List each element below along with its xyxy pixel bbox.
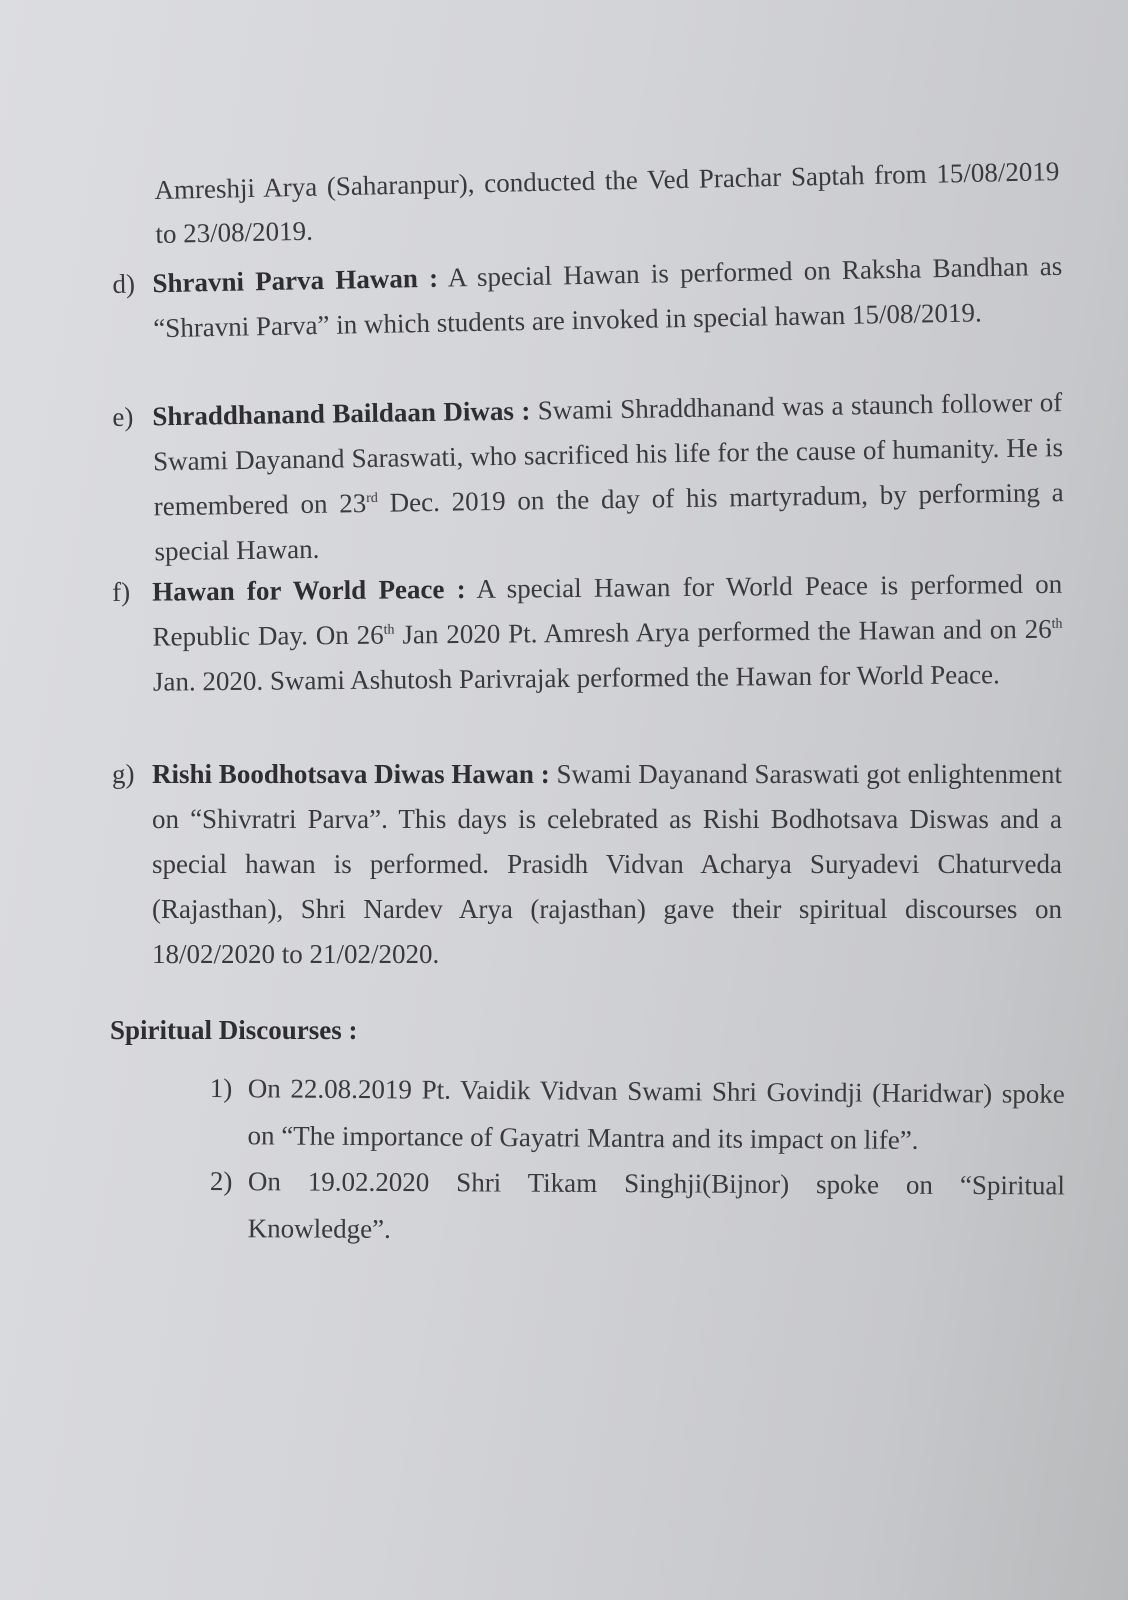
list-item-rishi-boodhotsava — [112, 752, 1062, 977]
item-text: Swami Dayanand Saraswati got enlightenment on “Shivratri Parva”. This days is celebrated as Rishi Bodhotsava Diswas and a special hawan is performed. Prasidh Vidvan Acharya Suryadevi Chaturveda (Rajasthan), Shri Nardev Arya (rajasthan) gave their spiritual discourses on 18/02/2020 to 21/02/2020. — [152, 759, 1062, 969]
item-text-continued: Dec. 2019 on the day of his martyradum, by performing a special Hawan. — [154, 477, 1064, 567]
list-marker: 2) — [209, 1165, 233, 1197]
item-title: Rishi Boodhotsava Diwas Hawan : — [152, 759, 550, 789]
item-text-end: Jan. 2020. Swami Ashutosh Parivrajak performed the Hawan for World Peace. — [152, 659, 1000, 697]
item-text: Swami Shraddhanand was a staunch follower of Swami Dayanand Saraswati, who sacrificed his life for the cause of humanity. He is remembered on 23 — [152, 387, 1064, 522]
list-marker: e) — [112, 401, 134, 432]
continuation-paragraph: Amreshji Arya (Saharanpur), conducted the Ved Prachar Saptah from 15/08/2019 to 23/08/2019. — [154, 156, 1060, 249]
ordinal-suffix: rd — [366, 490, 378, 507]
section-heading-spiritual-discourses: Spiritual Discourses : — [110, 1015, 358, 1045]
discourse-item — [209, 1065, 1065, 1165]
list-marker: g) — [112, 759, 135, 789]
item-text: A special Hawan is performed on Raksha Bandhan as “Shravni Parva” in which students are invoked in special hawan 15/08/2019. — [152, 250, 1063, 344]
ordinal-suffix: th — [1051, 616, 1063, 632]
item-title: Shravni Parva Hawan : — [152, 262, 439, 299]
item-title: Shraddhanand Baildaan Diwas : — [152, 395, 531, 432]
list-item-shravni-parva — [112, 244, 1064, 352]
list-marker: 1) — [209, 1072, 233, 1104]
list-marker: d) — [112, 268, 136, 299]
list-item-world-peace-hawan — [112, 562, 1063, 705]
list-item-shraddhanand-baildaan — [112, 380, 1065, 575]
discourse-text: On 22.08.2019 Pt. Vaidik Vidvan Swami Shri Govindji (Haridwar) spoke on “The importance of Gayatri Mantra and its impact on life”. — [247, 1073, 1065, 1155]
ordinal-suffix: th — [383, 622, 395, 638]
item-title: Hawan for World Peace : — [152, 573, 466, 607]
discourse-item — [210, 1158, 1065, 1256]
list-marker: f) — [112, 576, 131, 607]
item-text: A special Hawan for World Peace is performed on Republic Day. On 26 — [152, 568, 1063, 652]
item-text-continued: Jan 2020 Pt. Amresh Arya performed the Hawan and on 26 — [394, 613, 1052, 650]
discourse-text: On 19.02.2020 Shri Tikam Singhji(Bijnor) spoke on “Spiritual Knowledge”. — [247, 1166, 1065, 1244]
